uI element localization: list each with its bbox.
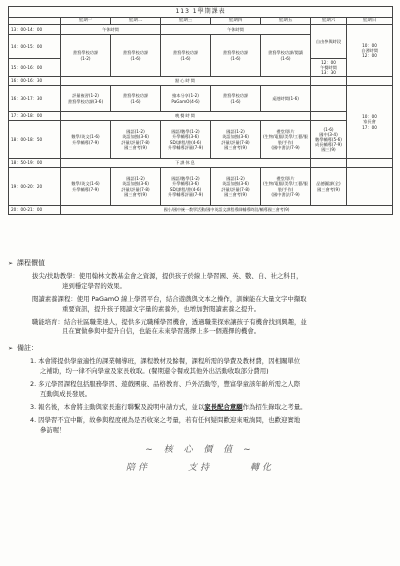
cell-r3-sat: 12：00 午餐時間 13：30 [311,59,347,77]
cell-r5-fri: 桌遊時間(1-6) [261,86,311,112]
time-cell: 16：30-17：30 [9,86,61,112]
values-heading: ➢ 課程價值 [8,259,46,267]
core-value-1: 陪伴 [125,462,150,473]
cell-r7-sat: (1-6) 國中(3-4) 數學輔導(5-6) 成長輔導(7-9) 國三(9) [311,121,347,159]
header-tue: 星期二 [111,18,161,25]
core-value-3: 轉化 [250,462,275,473]
cell-r2-wed: 書寫學校功課 (1-6) [161,35,211,77]
core-values-words [8,462,392,476]
cell-r9-sat: 品德圖課(全) 國三會考(9) [311,168,347,206]
cell-r1-wed: 午休時間 [161,25,311,35]
header-wed: 星期三 [161,18,211,25]
time-cell: 14：00-15：00 [9,35,61,59]
cell-r5-mon: 評量複習(1-2) 書寫學校功課(3-6) [61,86,111,112]
footnote-row: 國小/國中統一教學活動/國中英語文課程導師輔導時段/輔導國三會考(9) [61,206,393,215]
time-cell: 15：00-16：00 [9,59,61,77]
dinner-band: 晚餐時間 [61,112,311,121]
timetable [8,6,393,215]
notes-heading: ➢ 備註： [8,344,39,353]
cell-r7-fri: 禮堂/影片 (生物/電腦/美學/工藝/服裝/手作) (國中書法/7-9) [261,121,311,159]
values-item: 拔尖/扶助教學：使用翰林文教基金會之資源，提供孩子於線上學習國、英、數、自、社之科目， 達到穩定學習的效果。 [32,271,303,290]
cell-r7-wed: 國語/數學(1-2) 升學輔導(3-6) SD/課程/書(4-6) 升學輔導評量(7-9) [161,121,211,159]
break-band: 下課休息 [61,159,311,168]
cell-r5-sun: 10：00 家長會 17：00 [347,86,393,159]
values-item: 閱讀素養課程：使用 PaGamO 線上學習平台，結合遊戲與文本之操作，訓練能在大量文字中擷取 重要資訊，提升孩子閱讀文字量的素養外，也增加對閱讀素養之提升。 [32,294,307,313]
cell-r9-fri: 禮堂/影片 (生物/電腦/美學/工藝/服裝/手作) (國中書法/7-9) [261,168,311,206]
core-values-title: ~ 核 心 價 值 ~ [145,444,255,455]
arrow-bullet-icon: ➢ [8,259,14,267]
cell-r5-thu: 書寫學校功課 (1-6) [211,86,261,112]
cell-r2-fri: 書寫學校功課/閱讀 (1-6) [261,35,311,77]
header-thu: 星期四 [211,18,261,25]
cell-r1-mon: 午休時間 [61,25,161,35]
cell-r5-wed: 繪本分享(1-2) PaGamO(4-6) [161,86,211,112]
header-mon: 星期一 [61,18,111,25]
note-item: 4. 因學習不宜中斷，故參與程度視為是否收案之考量，若有任何疑問歡迎來電詢問，也歡迎實地 參訪喔！ [30,415,301,434]
time-cell: 18：50-19：00 [9,159,61,168]
time-cell: 19：00-20：20 [9,168,61,206]
description-section [8,258,392,476]
timetable-title: 113 1學期課表 [9,7,393,18]
header-corner [9,18,61,25]
cell-r9-thu: 國語(1-2) 英語加強(3-6) 評量/評量(7-8) 國三會考(9) [211,168,261,206]
snack-band: 點心時間 [61,77,311,86]
time-cell: 20：00-21：00 [9,206,61,215]
cell-r9-tue: 國語(1-2) 英語加強(3-6) 評量/評量(7-8) 國三會考(9) [111,168,161,206]
cell-r9-mon: 數學/英文(1-6) 升學輔導(7-9) [61,168,111,206]
cell-r2-tue: 書寫學校功課 (1-6) [111,35,161,77]
cell-r2-mon: 書寫學校功課 (1-2) [61,35,111,77]
header-fri: 星期五 [261,18,311,25]
header-sat: 星期六 [311,18,347,25]
core-values [8,444,392,476]
note-item: 2. 多元學習課程包括服務學習、遊戲團康、品格教育、戶外活動等，豐富學童該年齡所需之人際 互動與成長發展。 [30,380,301,398]
arrow-bullet-icon: ➢ [8,345,14,353]
core-value-2: 支持 [187,462,212,473]
values-item: 職能培育：結合社區職業達人，提供多元職種學習機會，透過職業探索讓孩子有機會找到興趣，並 且在實做參與中提升自信，也能在未來學習選擇上多一個選擇的機會。 [32,317,307,336]
time-cell: 18：00-18：50 [9,121,61,159]
time-cell: 17：30-18：00 [9,112,61,121]
cell-r7-mon: 數學/英文(1-6) 升學輔導(7-9) [61,121,111,159]
timetable-wrap [8,6,392,215]
cell-r2-thu: 書寫學校功課 (1-6) [211,35,261,77]
cell-r1-sun: 10：00 自習時間 12：00 [347,25,393,77]
cell-r7-thu: 國語(1-2) 英語加強(3-6) 評量/評量(7-8) 國三會考(9) [211,121,261,159]
time-cell: 13：00-14：00 [9,25,61,35]
cell-r5-tue: 書寫學校功課 (1-6) [111,86,161,112]
cell-r9-wed: 國語/數學(1-2) 升學輔導(3-6) SD/課程/書(4-6) 升學輔導評量(7-9) [161,168,211,206]
header-sun: 星期日 [347,18,393,25]
time-cell: 16：00-16：30 [9,77,61,86]
cell-r7-tue: 國語(1-2) 英語加強(3-6) 評量/評量(7-8) 國三會考(9) [111,121,161,159]
note-item: 3. 報名後，本會將主動與家長進行聯繫及說明申請方式，並以家長配合意願作為招生錄取之考量。 [30,402,307,411]
cell-r1-sat: 自由參與時段 [311,25,347,59]
note-item: 1. 本會將提供學童適性的課業輔導班，課程教材及餘餐，課程所需的學費及教材費，因相關單位 之補助，均一律不向學童及家長收取。(餐期還令餐或其他外出活動收取部分費用) [30,357,301,376]
